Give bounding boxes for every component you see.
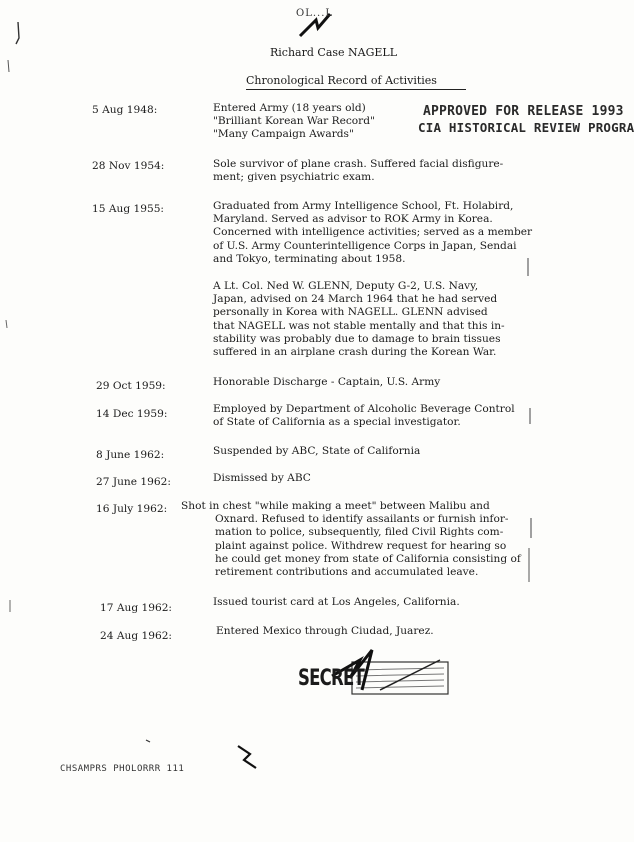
entry-date: 15 Aug 1955: [92, 203, 164, 215]
top-classification-mark: OL...L [296, 8, 334, 19]
entry-line: Entered Mexico through Ciudad, Juarez. [216, 625, 434, 637]
entry-line: stability was probably due to damage to brain tissues [213, 332, 501, 345]
subtitle-underline [246, 89, 466, 90]
entry-line: Concerned with intelligence activities; served as a member [213, 226, 533, 239]
entry-line: Issued tourist card at Los Angeles, California. [213, 596, 460, 608]
entry-line: Shot in chest "while making a meet" between Malibu and [181, 500, 490, 512]
entry-text [216, 625, 434, 638]
entry-text [213, 472, 311, 485]
entry-line: "Brilliant Korean War Record" [213, 115, 375, 128]
entry-line: "Many Campaign Awards" [213, 128, 354, 141]
entry-text [213, 445, 420, 458]
entry-text [213, 280, 505, 359]
entry-line: Graduated from Army Intelligence School, Ft. Holabird, [213, 200, 514, 212]
entry-line: A Lt. Col. Ned W. GLENN, Deputy G-2, U.S. Navy, [213, 280, 479, 292]
bottom-scribble [238, 746, 256, 768]
entry-line: Entered Army (18 years old) [213, 102, 366, 114]
entry-date: 27 June 1962: [96, 476, 171, 488]
entry-line: that NAGELL was not stable mentally and that this in- [213, 319, 505, 332]
entry-line: Oxnard. Refused to identify assailants or furnish infor- [215, 513, 509, 526]
entry-date: 14 Dec 1959: [96, 408, 168, 420]
entry-line: he could get money from state of California consisting of [215, 552, 521, 565]
entry-text [213, 376, 440, 389]
left-margin-mark-3 [6, 320, 7, 328]
entry-line: Sole survivor of plane crash. Suffered facial disfigure- [213, 158, 504, 170]
entry-line: plaint against police. Withdrew request for hearing so [215, 539, 507, 552]
entry-text [213, 200, 532, 266]
release-stamp-line1: APPROVED FOR RELEASE 1993 [423, 104, 624, 119]
entry-line: Honorable Discharge - Captain, U.S. Army [213, 376, 441, 388]
entry-date: 17 Aug 1962: [100, 602, 172, 614]
left-margin-mark-2 [8, 60, 9, 72]
entry-line: Maryland. Served as advisor to ROK Army in Korea. [213, 213, 493, 226]
release-stamp-line2: CIA HISTORICAL REVIEW PROGRA [418, 120, 634, 135]
entry-text [213, 158, 503, 184]
entry-line: ment; given psychiatric exam. [213, 171, 375, 184]
entry-date: 29 Oct 1959: [96, 380, 166, 392]
secret-classification: SECRET [298, 666, 364, 691]
entry-date: 16 July 1962: [96, 503, 168, 515]
entry-date: 24 Aug 1962: [100, 630, 172, 642]
entry-text [213, 596, 460, 609]
entry-line: personally in Korea with NAGELL. GLENN advised [213, 306, 488, 319]
entry-line: retirement contributions and accumulated leave. [215, 566, 479, 579]
entry-line: and Tokyo, terminating about 1958. [213, 252, 406, 265]
document-subtitle: Chronological Record of Activities [246, 74, 437, 87]
entry-line: Dismissed by ABC [213, 472, 311, 484]
entry-line: of State of California as a special investigator. [213, 416, 461, 429]
entry-text [213, 102, 375, 142]
entry-line: mation to police, subsequently, filed Civil Rights com- [215, 526, 504, 539]
hatch-lines [356, 668, 444, 688]
entry-line: Employed by Department of Alcoholic Beverage Control [213, 403, 515, 415]
document-title: Richard Case NAGELL [270, 46, 398, 59]
entry-date: 8 June 1962: [96, 449, 165, 461]
entry-line: Japan, advised on 24 March 1964 that he had served [213, 293, 498, 306]
reproduction-code: CHSAMPRS PHOLORRR 111 [60, 764, 185, 774]
entry-date: 28 Nov 1954: [92, 160, 165, 172]
entry-line: suffered in an airplane crash during the Korean War. [213, 346, 497, 359]
entry-text [213, 403, 515, 429]
entry-line: Suspended by ABC, State of California [213, 445, 421, 457]
entry-date: 5 Aug 1948: [92, 104, 158, 116]
entry-line: of U.S. Army Counterintelligence Corps in Japan, Sendai [213, 239, 517, 252]
bottom-speck [146, 740, 150, 742]
left-margin-mark-1 [16, 22, 19, 44]
entry-text [181, 500, 521, 579]
